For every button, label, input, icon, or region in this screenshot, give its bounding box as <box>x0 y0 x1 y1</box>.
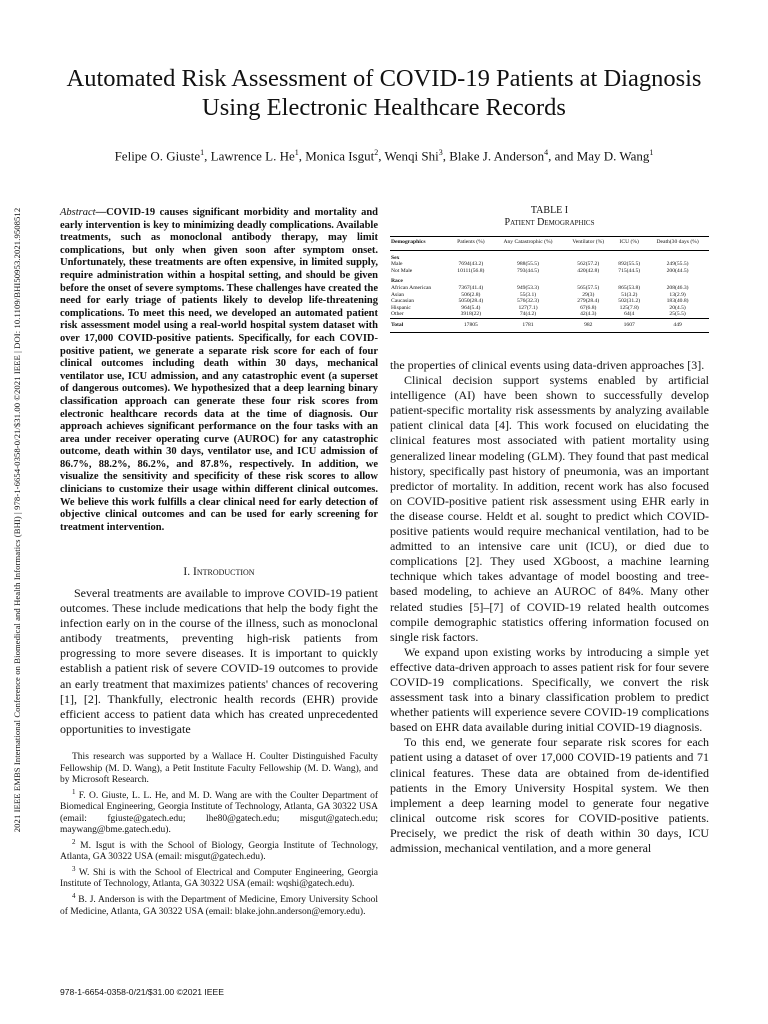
table-cell: Total <box>390 318 450 332</box>
table-cell: 449 <box>646 318 709 332</box>
table-group-row <box>390 250 709 261</box>
right-column-body <box>390 358 709 856</box>
table-cell: 5050(28.4) <box>458 298 484 305</box>
footnotes <box>60 752 378 918</box>
section-title: Introduction <box>192 566 255 578</box>
table-row <box>390 298 709 305</box>
table-row <box>390 311 709 318</box>
section-heading-introduction <box>60 566 378 578</box>
author: Lawrence L. He <box>210 148 295 164</box>
table-row <box>390 261 709 268</box>
table-cell: 562(57.2) <box>577 261 600 268</box>
table-cell: 1781 <box>492 318 564 332</box>
table-cell: 10111(56.8) <box>457 267 485 274</box>
table-cell: 565(57.5) <box>577 284 600 291</box>
paragraph: Clinical decision support systems enabled by artificial intelligence (AI) have been shown to successfully develop patient-specific mortality risk assessments by analyzing available patient clinical data [4]. This work focused on elucidating the clinical features most associated with patient mortality using generalized linear modeling (GLM). They found that past medical history, specifically past history of pneumonia, was an important predictor of mortality. In addition, recent work has also focused on COVID-positive patient risk assessment using EHR early in the disease course. Heldt et al. sought to predict which COVID-positive patients would require mechanical ventilation, had to be admitted to an intensive care unit (ICU), or died due to complications [2]. They used XGboost, a machine learning technique which takes advantage of model boosting and tree-based modeling, to achieve an AUROC of 84%. Many other related studies [5]–[7] of COVID-19 related health outcomes compile demographic statistics offering information focused on single risk factors. <box>390 373 709 644</box>
author-affiliation: 4 <box>544 148 549 157</box>
author-conjunction: and <box>554 148 574 164</box>
table-row <box>390 292 709 299</box>
table-cell: 1607 <box>612 318 646 332</box>
introduction-body <box>60 586 378 737</box>
table-cell: 64(4 <box>624 311 635 318</box>
table-header-row <box>390 237 709 251</box>
table-cell: 506(2.8) <box>461 291 481 298</box>
paragraph: Several treatments are available to improve COVID-19 patient outcomes. These include medications that help the body fight the infection early on in the course of the illness, such as monoclonal antibody treatments, preventing high-risk patients from progressing to more severe diseases. It is important to quickly establish a patient risk of severe COVID-19 outcomes to provide an early treatment that maximizes patients' chances of recovering [1], [2]. Thankfully, electronic health records (EHR) provide efficient access to patient data which has created unprecedented opportunities to investigate <box>60 586 378 736</box>
author: Blake J. Anderson <box>449 148 545 164</box>
table-cell: 20(4.5) <box>669 304 686 311</box>
conference-sidebar <box>6 150 28 890</box>
table-cell: 892(55.5) <box>618 261 641 268</box>
table-cell: 865(53.8) <box>618 284 641 291</box>
table-cell: 715(44.5) <box>618 267 641 274</box>
author-affiliation: 3 <box>438 148 443 157</box>
table-cell: 125(7.8) <box>619 304 639 311</box>
table-label: TABLE I <box>530 205 569 216</box>
table-cell: 127(7.1) <box>518 304 538 311</box>
table-cell: 279(28.4) <box>577 298 600 305</box>
table-row <box>390 268 709 275</box>
table-cell: Other <box>391 311 404 318</box>
paragraph: To this end, we generate four separate risk scores for each patient using a dataset of over 17,000 COVID-19 patients and 71 clinical features. These data are obtained from de-identified patients in the Emory University Hospital system. We then implement a deep learning model to generate four negative clinical outcome risk scores for COVID-positive patients. Precisely, we predict the risk of death within 30 days, ICU admission, mechanical ventilation, and a more general <box>390 735 709 855</box>
column-header: Patients (%) <box>450 237 492 251</box>
author: Felipe O. Giuste <box>114 148 201 164</box>
column-header: Ventilator (%) <box>564 237 612 251</box>
footnote-affiliation: $^2$ M. Isgut is with the School of Biology, Georgia Institute of Technology, Atlanta, GA 30322 USA (email: misgut@gatech.edu). <box>60 837 379 863</box>
table-cell: 55(3.1) <box>519 291 537 298</box>
paper-title: Automated Risk Assessment of COVID-19 Patients at Diagnosis Using Electronic Healthcare Records <box>66 65 702 121</box>
table-cell: 183(40.8) <box>666 298 689 305</box>
table-cell: 51(3.2) <box>621 291 638 298</box>
footnote-affiliation: $^1$ F. O. Giuste, L. L. He, and M. D. Wang are with the Coulter Department of Biomedical Engineering, Georgia Institute of Technology, Atlanta, GA 30322 USA (email: fgiuste@gatech.edu; lhe80@gatech.edu; misgut@gatech.edu; maywang@bme.gatech.edu). <box>60 787 378 836</box>
author-affiliation: 1 <box>649 148 654 157</box>
table-row <box>390 305 709 312</box>
table-cell: Asian <box>391 291 405 298</box>
table-cell: 249(55.5) <box>666 261 689 268</box>
section-number: I. <box>183 566 191 578</box>
paragraph: We expand upon existing works by introducing a simple yet effective data-driven approach to asses patient risk for four severe COVID-19 complications. Specifically, we convert the risk assessment task into a binary classification problem to predict whether patients will experience severe COVID-19 complications based on EHR data available during initial COVID-19 diagnosis. <box>390 644 709 735</box>
table-caption <box>390 205 709 229</box>
table-cell: 13(2.9) <box>669 291 686 298</box>
table-cell: 29(3) <box>582 291 595 298</box>
table-cell: 3918(22) <box>460 311 482 318</box>
author-affiliation: 1 <box>200 148 205 157</box>
author-affiliation: 1 <box>294 148 299 157</box>
footnote-funding: This research was supported by a Wallace H. Coulter Distinguished Faculty Fellowship (M. D. Wang), a Petit Institute Faculty Fellowship (M. D. Wang), and by Microsoft Research. <box>60 752 378 785</box>
demographics-table <box>390 236 709 333</box>
table-cell: 42(4.3) <box>580 311 597 318</box>
table-cell: 25(5.5) <box>669 311 686 318</box>
table-cell: 576(32.3) <box>517 298 539 305</box>
table-cell: Caucasian <box>391 298 414 305</box>
table-cell: 502(31.2) <box>618 298 641 305</box>
table-total-row <box>390 318 709 332</box>
footnote-affiliation: $^3$ W. Shi is with the School of Electrical and Computer Engineering, Georgia Institute of Technology, Atlanta, GA 30322 USA (email: wqshi@gatech.edu). <box>60 864 378 890</box>
author: Monica Isgut <box>305 148 375 164</box>
table-cell: 949(53.3) <box>517 284 539 291</box>
group-label: Sex <box>391 254 400 261</box>
paragraph: the properties of clinical events using data-driven approaches [3]. <box>390 358 705 372</box>
abstract-label: Abstract <box>60 207 96 218</box>
table-row <box>390 285 709 292</box>
column-header: Demographics <box>390 237 450 251</box>
table-title: Patient Demographics <box>504 217 595 228</box>
table-cell: 7367(41.4) <box>458 284 484 291</box>
table-cell: 67(6.8) <box>580 304 597 311</box>
author-affiliation: 2 <box>374 148 379 157</box>
table-cell: Hispanic <box>391 304 411 311</box>
column-header: Death(30 days (%) <box>646 237 709 251</box>
table-cell: 964(5.4) <box>461 304 481 311</box>
table-cell: 793(44.5) <box>517 267 539 274</box>
sidebar-citation: 2021 IEEE EMBS International Conference on Biomedical and Health Informatics (BHI) | 978-1-6654-0358-0/21/$31.00 ©2021 IEEE | DOI: 10.1109/BHI50953.2021.9508512 <box>12 207 22 833</box>
table-cell: 982 <box>564 318 612 332</box>
abstract-text: —COVID-19 causes significant morbidity and mortality and early intervention is key to minimizing deadly complications. Available treatments, such as monoclonal antibody therapy, may limit complications, but only when given soon after symptom onset. Unfortunately, these treatments are often expensive, in limited supply, require administration within a hospital setting, and should be given before the onset of severe symptoms. These challenges have created the need for early triage of patients likely to develop life-threatening complications. To meet this need, we developed an automated patient risk assessment model using a real-world hospital system dataset with over 17,000 COVID-positive patients. Specifically, for each COVID-positive patient, we generate a separate risk score for each of four clinical outcomes including death within 30 days, mechanical ventilator use, ICU admission, and any catastrophic event (a superset of dangerous outcomes). We hypothesized that a deep learning binary classification approach can generate these four risk scores from electronic healthcare records data at the time of diagnosis. Our approach achieves significant performance on the four tasks with an area under receiver operating curve (AUROC) for any catastrophic outcome, death within 30 days, ventilator use, and ICU admission of 86.7%, 88.2%, 86.2%, and 87.8%, respectively. In addition, we visualize the sensitivity and specificity of these risk scores to allow clinicians to customize their usage within different clinical outcomes. We believe this work fulfills a clear clinical need for early detection of objective clinical outcomes and can be used for early screening for treatment intervention. <box>60 207 378 533</box>
table-cell: 208(46.3) <box>666 284 689 291</box>
column-header: ICU (%) <box>612 237 646 251</box>
table-cell: 200(44.5) <box>666 267 689 274</box>
table-cell: 74(4.2) <box>519 311 537 318</box>
author-list: Felipe O. Giuste$^1$, Lawrence L. He$^1$, Monica Isgut$^2$, Wenqi Shi$^3$, Blake J. Anderson$^4$, and May D. Wang$^1$ <box>114 148 654 164</box>
author: Wenqi Shi <box>384 148 439 164</box>
footnote-affiliation: $^4$ B. J. Anderson is with the Department of Medicine, Emory University School of Medicine, Atlanta, GA 30322 USA (email: blake.john.anderson@emory.edu). <box>60 891 379 917</box>
table-cell: 7694(43.2) <box>458 261 484 268</box>
table-cell: African American <box>391 284 432 291</box>
author: May D. Wang <box>576 148 650 164</box>
table-cell: 988(55.5) <box>517 261 539 268</box>
column-header: Any Catastrophic (%) <box>492 237 564 251</box>
abstract <box>60 207 378 534</box>
table-cell: Male <box>391 261 403 268</box>
table-cell: 420(42.8) <box>577 267 600 274</box>
copyright-notice: 978-1-6654-0358-0/21/$31.00 ©2021 IEEE <box>60 987 225 997</box>
group-label: Race <box>391 278 403 285</box>
table-cell: 17805 <box>450 318 492 332</box>
table-cell: Not Male <box>391 267 413 274</box>
table-group-row <box>390 274 709 285</box>
